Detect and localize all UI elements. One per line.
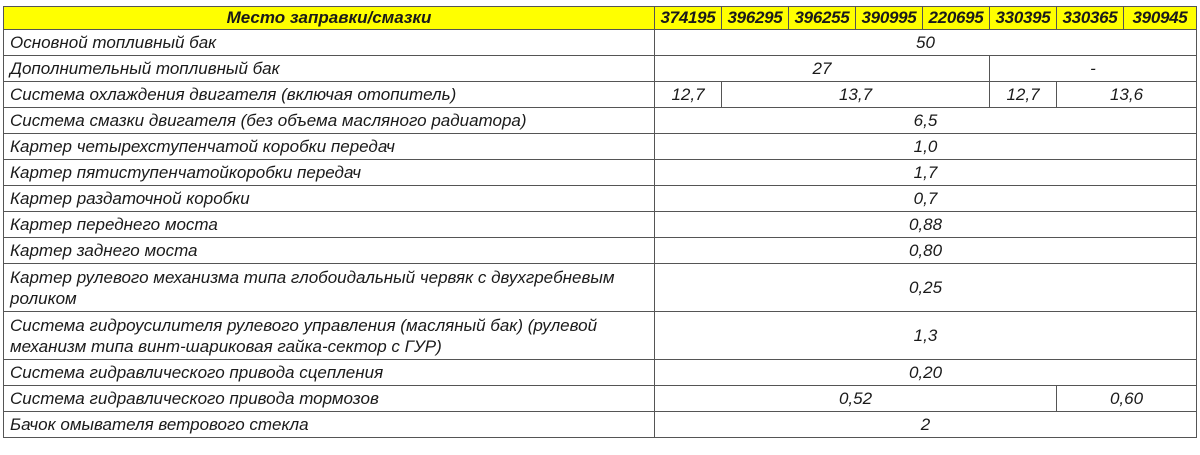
table-row	[4, 134, 1197, 160]
value-cell: 1,3	[655, 312, 1197, 360]
table-row	[4, 30, 1197, 56]
row-label: Система гидроусилителя рулевого управления (масляный бак) (рулевой механизм типа винт-шариковая гайка-сектор с ГУР)	[4, 312, 655, 360]
value-cell: 12,7	[655, 82, 722, 108]
table-row	[4, 186, 1197, 212]
table-row	[4, 360, 1197, 386]
value-cell: 1,0	[655, 134, 1197, 160]
row-label: Картер заднего моста	[4, 238, 655, 264]
column-header-model: 396295	[722, 7, 789, 30]
value-cell: -	[990, 56, 1197, 82]
row-label: Картер четырехступенчатой коробки передач	[4, 134, 655, 160]
value-cell: 0,25	[655, 264, 1197, 312]
row-label: Картер переднего моста	[4, 212, 655, 238]
value-cell: 0,80	[655, 238, 1197, 264]
value-cell: 0,20	[655, 360, 1197, 386]
table-row	[4, 160, 1197, 186]
column-header-model: 390945	[1124, 7, 1197, 30]
row-label: Система гидравлического привода сцепления	[4, 360, 655, 386]
table-row	[4, 264, 1197, 312]
table-row	[4, 82, 1197, 108]
value-cell: 2	[655, 412, 1197, 438]
table-row	[4, 386, 1197, 412]
table-row	[4, 212, 1197, 238]
row-label: Основной топливный бак	[4, 30, 655, 56]
table-row	[4, 56, 1197, 82]
column-header-model: 374195	[655, 7, 722, 30]
column-header-model: 330395	[990, 7, 1057, 30]
table-row	[4, 238, 1197, 264]
row-label: Картер пятиступенчатойкоробки передач	[4, 160, 655, 186]
row-label: Дополнительный топливный бак	[4, 56, 655, 82]
row-label: Система гидравлического привода тормозов	[4, 386, 655, 412]
refill-capacity-table	[3, 6, 1197, 438]
value-cell: 0,88	[655, 212, 1197, 238]
column-header-model: 330365	[1057, 7, 1124, 30]
value-cell: 0,7	[655, 186, 1197, 212]
row-label: Картер рулевого механизма типа глобоидальный червяк с двухгребневым роликом	[4, 264, 655, 312]
column-header-location: Место заправки/смазки	[4, 7, 655, 30]
row-label: Картер раздаточной коробки	[4, 186, 655, 212]
column-header-model: 396255	[789, 7, 856, 30]
value-cell: 13,6	[1057, 82, 1197, 108]
value-cell: 0,52	[655, 386, 1057, 412]
value-cell: 6,5	[655, 108, 1197, 134]
column-header-model: 220695	[923, 7, 990, 30]
table-row	[4, 312, 1197, 360]
value-cell: 13,7	[722, 82, 990, 108]
row-label: Система смазки двигателя (без объема масляного радиатора)	[4, 108, 655, 134]
table-row	[4, 108, 1197, 134]
row-label: Бачок омывателя ветрового стекла	[4, 412, 655, 438]
table-row	[4, 412, 1197, 438]
value-cell: 12,7	[990, 82, 1057, 108]
column-header-model: 390995	[856, 7, 923, 30]
value-cell: 1,7	[655, 160, 1197, 186]
value-cell: 50	[655, 30, 1197, 56]
value-cell: 0,60	[1057, 386, 1197, 412]
value-cell: 27	[655, 56, 990, 82]
row-label: Система охлаждения двигателя (включая отопитель)	[4, 82, 655, 108]
header-row	[4, 7, 1197, 30]
